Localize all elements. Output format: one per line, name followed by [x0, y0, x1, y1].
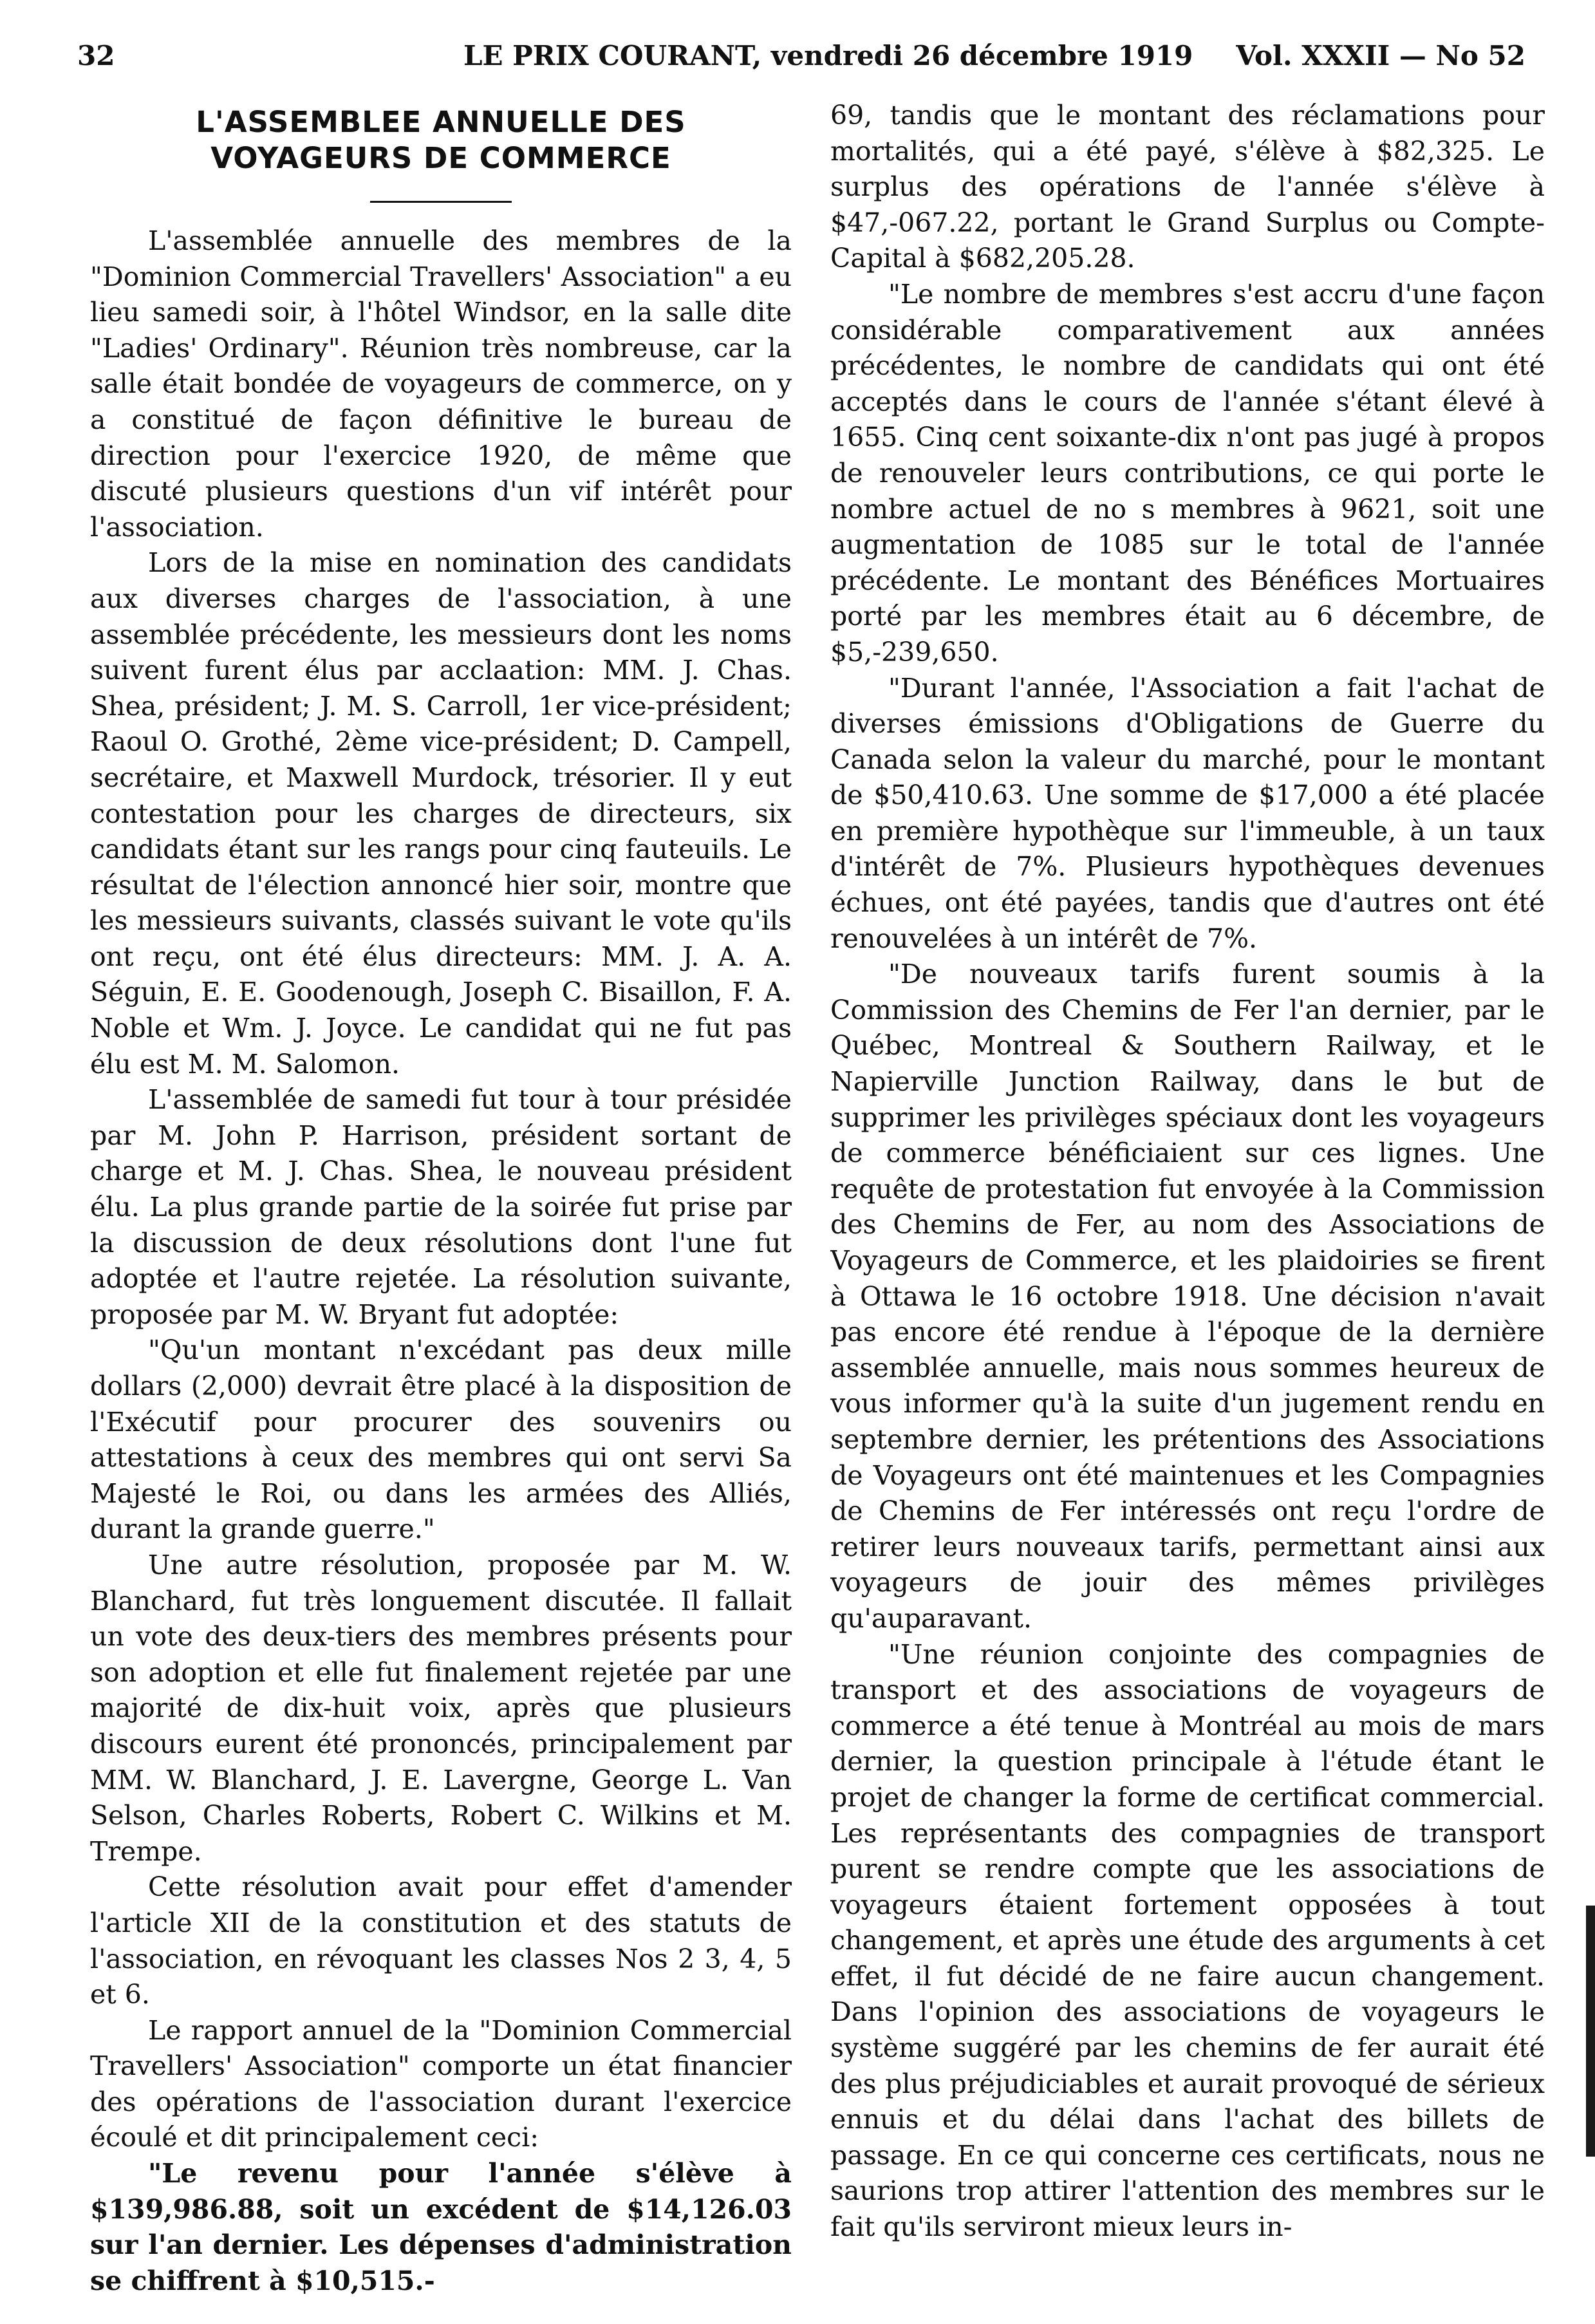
title-divider — [370, 201, 512, 203]
right-column — [830, 98, 1545, 2300]
publication-title: LE PRIX COURANT, vendredi 26 décembre 1919 — [463, 40, 1193, 71]
left-column — [90, 98, 792, 2300]
paragraph-nominations: Lors de la mise en nomination des candidats aux diverses charges de l'association, à une assemblée précédente, les messieurs dont les noms suivent furent élus par acclaation: MM. J. Chas. Shea, président; J. M. S. Carroll, 1er vice-président; Raoul O. Grothé, 2ème vice-président; D. Campell, secrétaire, et Maxwell Murdock, trésorier. Il y eut contestation pour les charges de directeurs, six candidats étant sur les rangs pour cinq fauteuils. Le résultat de l'élection annoncé hier soir, montre que les messieurs suivants, classés suivant le vote qu'ils ont reçu, ont été élus directeurs: MM. J. A. A. Séguin, E. E. Goodenough, Joseph C. Bisaillon, F. A. Noble et Wm. J. Joyce. Le candidat qui ne fut pas élu est M. M. Salomon. — [90, 547, 792, 1080]
paragraph-war-bonds: "Durant l'année, l'Association a fait l'achat de diverses émissions d'Obligations de Guerre du Canada selon la valeur du marché, pour le montant de $50,410.63. Une somme de $17,000 a été placée en première hypothèque sur l'immeuble, à un taux d'intérêt de 7%. Plusieurs hypothèques devenues échues, ont été payées, tandis que d'autres ont été renouvelées à un intérêt de 7%. — [830, 672, 1545, 954]
paragraph-intro: L'assemblée annuelle des membres de la "Dominion Commercial Travellers' Association" a eu lieu samedi soir, à l'hôtel Windsor, en la salle dite "Ladies' Ordinary". Réunion très nombreuse, car la salle était bondée de voyageurs de commerce, on y a constitué de façon définitive le bureau de direction pour l'exercice 1920, de même que discuté plusieurs questions d'un vif intérêt pour l'association. — [90, 225, 792, 543]
page-number: 32 — [77, 40, 115, 71]
article-title: L'ASSEMBLEE ANNUELLE DES VOYAGEURS DE COMMERCE — [196, 105, 686, 175]
paragraph-resolution-effect: Cette résolution avait pour effet d'amender l'article XII de la constitution et des statuts de l'association, en révoquant les classes Nos 2 3, 4, 5 et 6. — [90, 1871, 792, 2010]
paragraph-resolution-quote: "Qu'un montant n'excédant pas deux mille dollars (2,000) devrait être placé à la disposition de l'Exécutif pour procurer des souvenirs ou attestations à ceux des membres qui ont servi Sa Majesté le Roi, ou dans les armées des Alliés, durant la grande guerre." — [90, 1335, 792, 1545]
margin-bar — [1586, 1906, 1595, 2157]
volume-number: Vol. XXXII — No 52 — [1236, 40, 1525, 71]
paragraph-railway-tariffs: "De nouveaux tarifs furent soumis à la Commission des Chemins de Fer l'an dernier, par le Québec, Montreal & Southern Railway, et le Napierville Junction Railway, dans le but de supprimer les privilèges spéciaux dont les voyageurs de commerce bénéficiaient sur ces lignes. Une requête de protestation fut envoyée à la Commission des Chemins de Fer, au nom des Associations de Voyageurs de Commerce, et les plaidoiries se firent à Ottawa le 16 octobre 1918. Une décision n'avait pas encore été rendue à l'époque de la dernière assemblée annuelle, mais nous sommes heureux de vous informer qu'à la suite d'un jugement rendu en septembre dernier, les prétentions des Associations de Voyageurs ont été maintenues et les Compagnies de Chemins de Fer intéressés ont reçu l'ordre de retirer leurs nouveaux tarifs, permettant ainsi aux voyageurs de jouir des mêmes privilèges qu'auparavant. — [830, 959, 1545, 1634]
paragraph-annual-report: Le rapport annuel de la "Dominion Commercial Travellers' Association" comporte un état financier des opérations de l'association durant l'exercice écoulé et dit principalement ceci: — [90, 2014, 792, 2153]
paragraph-presidency: L'assemblée de samedi fut tour à tour présidée par M. John P. Harrison, président sortant de charge et M. J. Chas. Shea, le nouveau président élu. La plus grande partie de la soirée fut prise par la discussion de deux résolutions dont l'une fut adoptée et l'autre rejetée. La résolution suivante, proposée par M. W. Bryant fut adoptée: — [90, 1084, 792, 1330]
paragraph-claims-continued: 69, tandis que le montant des réclamations pour mortalités, qui a été payé, s'élève à $82,325. Le surplus des opérations de l'année s'élève à $47,-067.22, portant le Grand Surplus ou Compte-Capital à $682,205.28. — [830, 100, 1545, 274]
paragraph-second-resolution: Une autre résolution, proposée par M. W. Blanchard, fut très longuement discutée. Il fallait un vote des deux-tiers des membres présents pour son adoption et elle fut finalement rejetée par une majorité de dix-huit voix, après que plusieurs discours eurent été prononcés, principalement par MM. W. Blanchard, J. E. Lavergne, George L. Van Selson, Charles Roberts, Robert C. Wilkins et M. Trempe. — [90, 1549, 792, 1867]
running-head — [77, 40, 1525, 79]
paragraph-revenue: "Le revenu pour l'année s'élève à $139,986.88, soit un excédent de $14,126.03 sur l'an dernier. Les dépenses d'administration se chiffrent à $10,515.- — [90, 2158, 792, 2296]
paragraph-joint-meeting: "Une réunion conjointe des compagnies de transport et des associations de voyageurs de commerce a été tenue à Montréal au mois de mars dernier, la question principale à l'étude étant le projet de changer la forme de certificat commercial. Les représentants des compagnies de transport purent se rendre compte que les associations de voyageurs étaient fortement opposées à tout changement, et après une étude des arguments à cet effet, il fut décidé de ne faire aucun changement. Dans l'opinion des associations de voyageurs le système suggéré par les chemins de fer aurait été des plus préjudiciables et aurait provoqué de sérieux ennuis et du délai dans l'achat des billets de passage. En ce qui concerne ces certificats, nous ne saurions trop attirer l'attention des membres sur le fait qu'ils serviront mieux leurs in- — [830, 1638, 1545, 2243]
paragraph-membership: "Le nombre de membres s'est accru d'une façon considérable comparativement aux années précédentes, le nombre de candidats qui ont été acceptés dans le cours de l'année s'étant élevé à 1655. Cinq cent soixante-dix n'ont pas jugé à propos de renouveler leurs contributions, ce qui porte le nombre actuel de no s membres à 9621, soit une augmentation de 1085 sur le total de l'année précédente. Le montant des Bénéfices Mortuaires porté par les membres était au 6 décembre, de $5,-239,650. — [830, 278, 1545, 668]
